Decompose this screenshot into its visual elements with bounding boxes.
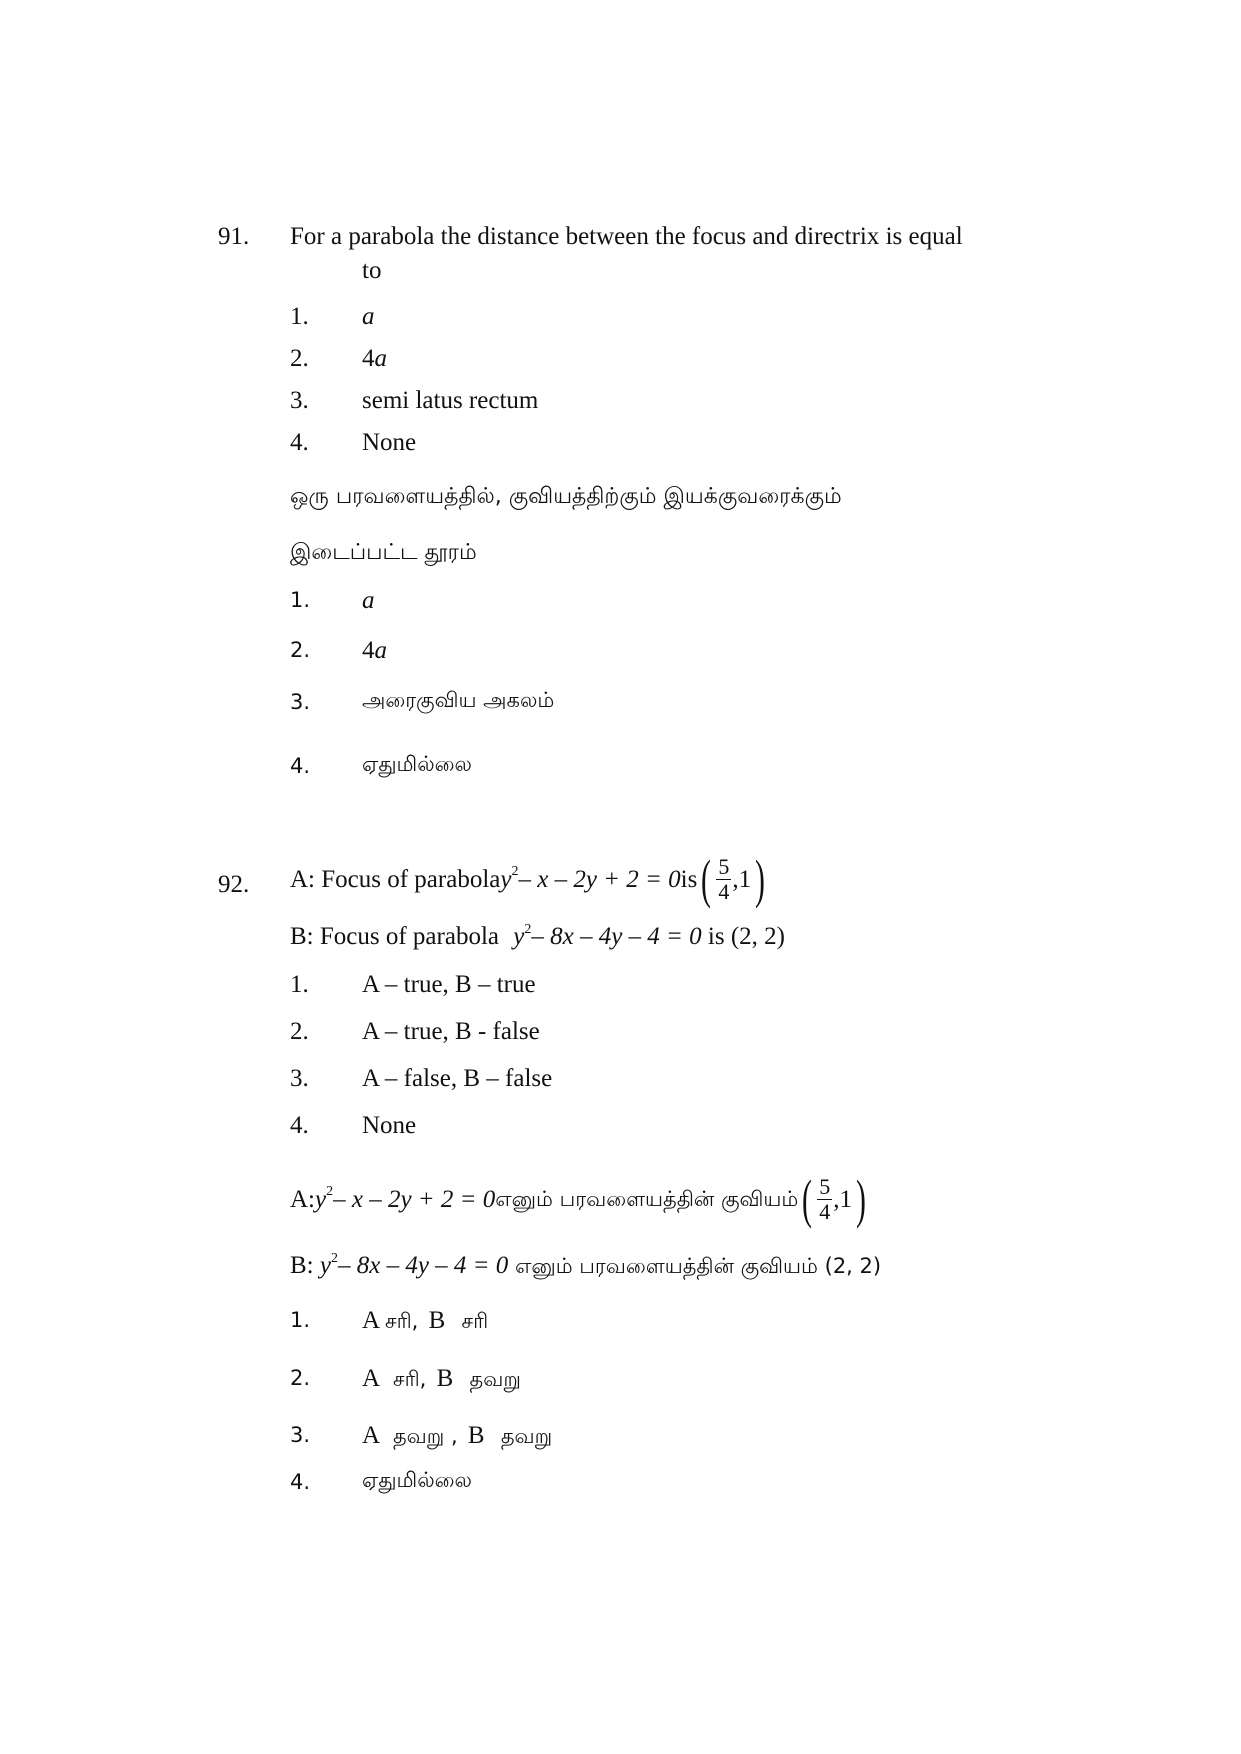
- statement-a-is: is: [680, 865, 698, 893]
- q91-ta-option-1-number: 1.: [290, 588, 311, 612]
- question-92-tamil-statement-a: [290, 1169, 870, 1229]
- q92-en-option-2-number: 2.: [290, 1018, 309, 1045]
- q91-en-option-2-text: [362, 346, 387, 371]
- statement-b-prefix: B: Focus of parabola: [290, 923, 506, 950]
- tamil-left-paren: (: [802, 1169, 813, 1229]
- q91-en-option-4-text: None: [362, 429, 417, 456]
- q92-en-option-4-text: None: [362, 1112, 417, 1139]
- question-92-tamil-statement-b: [290, 1250, 882, 1279]
- tamil-b-square: 2: [330, 1250, 338, 1266]
- tamil-a-equation: – x – 2y + 2 = 0: [333, 1185, 496, 1213]
- statement-a-y: y: [500, 865, 512, 893]
- q91-ta-option-1-text: a: [362, 587, 375, 614]
- q92-ta-option-1-a: A: [362, 1307, 379, 1334]
- tamil-fraction-5-4: [817, 1175, 832, 1222]
- q91-ta-option-4-text: ஏதுமில்லை: [362, 752, 472, 776]
- question-91-tamil-text: ஒரு பரவளையத்தில், குவியத்திற்கும் இயக்குவரைக்கும்: [290, 484, 842, 509]
- q91-en-option-2-value: 4a: [362, 345, 387, 372]
- q92-ta-option-1-text: [362, 1308, 488, 1333]
- q92-en-option-4-number: 4.: [290, 1112, 309, 1139]
- q91-en-option-1-text: a: [362, 303, 375, 330]
- statement-a-square: 2: [511, 864, 519, 880]
- q92-ta-option-4-number: 4.: [290, 1470, 311, 1494]
- tamil-right-paren: ): [856, 1169, 866, 1229]
- question-91-tamil-text-continued: இடைப்பட்ட தூரம்: [290, 540, 477, 565]
- fraction-5-4: [716, 855, 731, 902]
- q92-ta-option-1-b: B: [428, 1307, 446, 1334]
- q92-ta-option-3-b-verdict: தவறு: [500, 1424, 553, 1448]
- statement-a-equation: – x – 2y + 2 = 0: [518, 865, 681, 893]
- q92-ta-option-3-b: B: [467, 1422, 485, 1449]
- q92-ta-option-2-b-verdict: தவறு: [469, 1367, 521, 1391]
- question-91-text-continued: to: [362, 257, 382, 284]
- tamil-a-y: y: [315, 1185, 327, 1213]
- fraction-denominator: 4: [718, 878, 730, 904]
- q91-en-option-1-number: 1.: [290, 303, 309, 330]
- tamil-fraction-denominator: 4: [819, 1198, 831, 1224]
- statement-b-y: y: [513, 923, 525, 950]
- tamil-b-equation: – 8x – 4y – 4 = 0: [337, 1252, 509, 1279]
- q92-ta-option-1-a-verdict: சரி,: [384, 1309, 419, 1333]
- q92-ta-option-3-a: A: [362, 1422, 379, 1449]
- tamil-a-square: 2: [326, 1184, 334, 1200]
- q92-ta-option-3-a-verdict: தவறு ,: [392, 1424, 458, 1448]
- fraction-numerator: 5: [718, 854, 730, 880]
- q91-en-option-4-number: 4.: [290, 429, 309, 456]
- question-92-number: 92.: [218, 871, 250, 898]
- q92-en-option-3-text: A – false, B – false: [362, 1065, 553, 1092]
- tamil-a-prefix: A:: [290, 1185, 315, 1213]
- q92-ta-option-4-text: ஏதுமில்லை: [362, 1468, 472, 1492]
- tamil-b-prefix: B:: [290, 1252, 320, 1279]
- tamil-a-words: எனும் பரவளையத்தின் குவியம்: [495, 1186, 799, 1211]
- q92-ta-option-1-number: 1.: [290, 1308, 311, 1332]
- q92-en-option-3-number: 3.: [290, 1065, 309, 1092]
- q92-ta-option-2-text: [362, 1366, 521, 1391]
- right-paren: ): [755, 849, 766, 909]
- q92-ta-option-1-b-verdict: சரி: [461, 1309, 489, 1333]
- tamil-b-words: எனும் பரவளையத்தின் குவியம் (2, 2): [508, 1254, 882, 1278]
- question-91-number: 91.: [218, 223, 250, 250]
- tamil-fraction-numerator: 5: [819, 1174, 831, 1200]
- q92-ta-option-2-number: 2.: [290, 1366, 311, 1390]
- q92-ta-option-2-b: B: [436, 1365, 454, 1392]
- q91-ta-option-3-number: 3.: [290, 690, 311, 714]
- q92-ta-option-2-a: A: [362, 1365, 379, 1392]
- statement-a-prefix: A: Focus of parabola: [290, 865, 501, 893]
- q91-ta-option-4-number: 4.: [290, 754, 311, 778]
- statement-b-is: is (2, 2): [701, 923, 785, 950]
- question-91-text: For a parabola the distance between the focus and directrix is equal: [290, 223, 963, 250]
- tamil-b-y: y: [319, 1252, 331, 1279]
- question-92-statement-a: [290, 849, 769, 909]
- q91-en-option-2-number: 2.: [290, 345, 309, 372]
- q92-ta-option-3-number: 3.: [290, 1423, 311, 1447]
- tamil-point-second-coordinate: ,1: [833, 1185, 853, 1213]
- statement-b-square: 2: [524, 921, 532, 937]
- q91-ta-option-2-text: 4a: [362, 637, 387, 664]
- statement-b-equation: – 8x – 4y – 4 = 0: [531, 923, 702, 950]
- q91-en-option-3-number: 3.: [290, 387, 309, 414]
- q92-ta-option-3-text: [362, 1423, 552, 1448]
- q92-ta-option-2-a-verdict: சரி,: [392, 1367, 427, 1391]
- q92-en-option-1-number: 1.: [290, 971, 309, 998]
- q92-en-option-2-text: A – true, B - false: [362, 1018, 540, 1045]
- question-92-statement-b: [290, 921, 785, 950]
- q91-ta-option-3-text: அரைகுவிய அகலம்: [362, 688, 555, 712]
- q92-en-option-1-text: A – true, B – true: [362, 971, 536, 998]
- q91-ta-option-2-number: 2.: [290, 638, 311, 662]
- left-paren: (: [701, 849, 712, 909]
- point-second-coordinate: ,1: [732, 865, 752, 893]
- q91-en-option-3-text: semi latus rectum: [362, 387, 539, 414]
